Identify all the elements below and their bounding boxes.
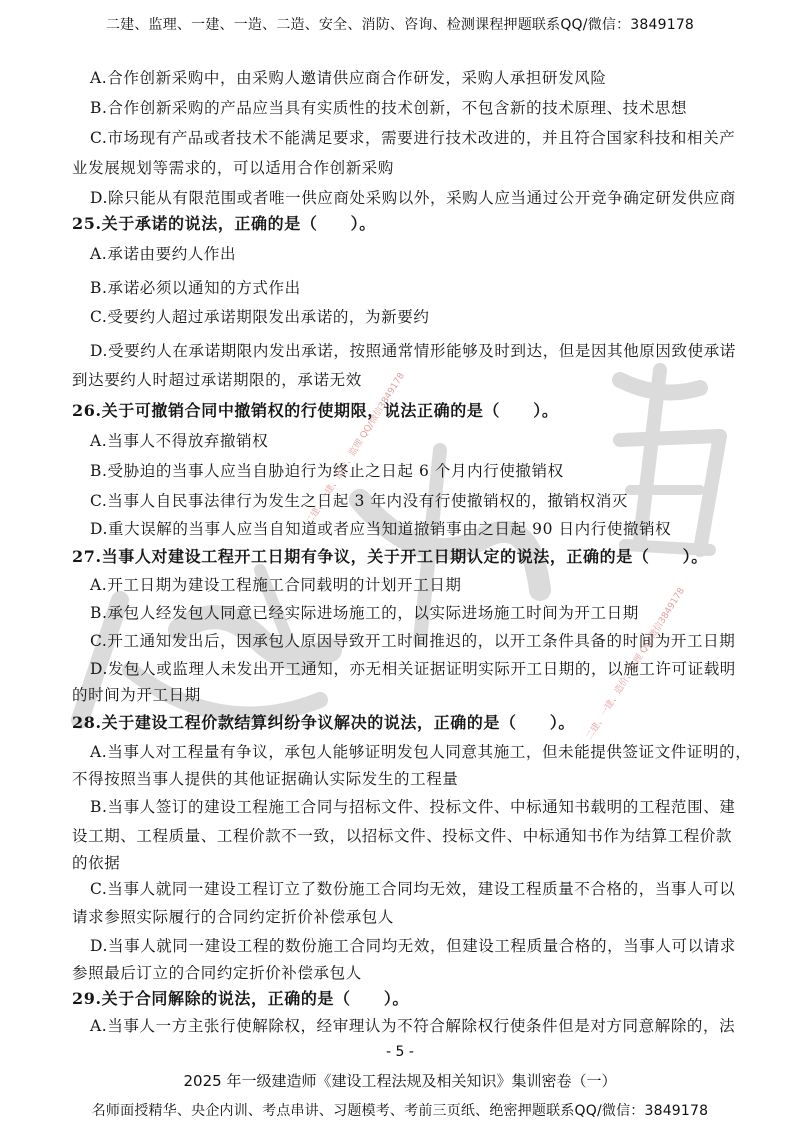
answer-option-line: 设工期、工程质量、工程价款不一致，以招标文件、投标文件、中标通知书作为结算工程价款 [72, 827, 733, 845]
answer-option-line: B.承诺必须以通知的方式作出 [90, 279, 301, 297]
question-stem: 28.关于建设工程价款结算纠纷争议解决的说法，正确的是（ ）。 [72, 713, 576, 732]
diagonal-contact-stamp: 二建、一建、造价、监理 QQ/微信3849178 [584, 586, 687, 742]
answer-option-line: C.市场现有产品或者技术不能满足要求，需要进行技术改进的，并且符合国家科技和相关产 [90, 129, 736, 147]
answer-option-line: D.重大误解的当事人应当自知道或者应当知道撤销事由之日起 90 日内行使撤销权 [90, 520, 672, 538]
answer-option-line: 到达要约人时超过承诺期限的，承诺无效 [72, 371, 362, 389]
answer-option-line: C.当事人自民事法律行为发生之日起 3 年内没有行使撤销权的，撤销权消灭 [90, 492, 629, 510]
answer-option-line: 不得按照当事人提供的其他证据确认实际发生的工程量 [72, 770, 459, 788]
answer-option-line: B.合作创新采购的产品应当具有实质性的技术创新，不包含新的技术原理、技术思想 [90, 99, 688, 117]
answer-option-line: B.受胁迫的当事人应当自胁迫行为终止之日起 6 个月内行使撤销权 [90, 462, 564, 480]
question-stem: 29.关于合同解除的说法，正确的是（ ）。 [72, 989, 410, 1008]
answer-option-line: A.承诺由要约人作出 [90, 245, 237, 263]
answer-option-line: C.当事人就同一建设工程订立了数份施工合同均无效，建设工程质量不合格的，当事人可以 [90, 880, 736, 898]
answer-option-line: A.开工日期为建设工程施工合同载明的计划开工日期 [90, 576, 462, 594]
question-stem: 27.当事人对建设工程开工日期有争议，关于开工日期认定的说法，正确的是（ ）。 [72, 547, 708, 566]
page-number: - 5 - [386, 1044, 414, 1060]
question-stem: 25.关于承诺的说法，正确的是（ ）。 [72, 214, 376, 233]
answer-option-line: D.受要约人在承诺期限内发出承诺，按照通常情形能够及时到达，但是因其他原因致使承诺 [90, 342, 736, 360]
answer-option-line: 请求参照实际履行的合同约定折价补偿承包人 [72, 908, 395, 926]
answer-option-line: 的时间为开工日期 [72, 686, 201, 704]
page-header: 二建、监理、一建、一造、二造、安全、消防、咨询、检测课程押题联系QQ/微信：3849178 [105, 17, 695, 33]
answer-option-line: B.当事人签订的建设工程施工合同与招标文件、投标文件、中标通知书载明的工程范围、建 [90, 798, 736, 816]
answer-option-line: A.当事人不得放弃撤销权 [90, 432, 269, 450]
diagonal-contact-stamp: 二建、一建、造价、监理 QQ/微信3849178 [304, 371, 407, 527]
answer-option-line: 参照最后订立的合同约定折价补偿承包人 [72, 964, 362, 982]
answer-option-line: A.当事人对工程量有争议，承包人能够证明发包人同意其施工，但未能提供签证文件证明的， [90, 743, 752, 761]
answer-option-line: C.开工通知发出后，因承包人原因导致开工时间推迟的，以开工条件具备的时间为开工日期 [90, 632, 736, 650]
question-stem: 26.关于可撤销合同中撤销权的行使期限，说法正确的是（ ）。 [72, 401, 559, 420]
answer-option-line: A.当事人一方主张行使解除权，经审理认为不符合解除权行使条件但是对方同意解除的，法 [90, 1017, 736, 1035]
answer-option-line: D.发包人或监理人未发出开工通知，亦无相关证据证明实际开工日期的，以施工许可证载明 [90, 660, 736, 678]
book-title: 2025 年一级建造师《建设工程法规及相关知识》集训密卷（一） [183, 1072, 617, 1090]
answer-option-line: A.合作创新采购中，由采购人邀请供应商合作研发，采购人承担研发风险 [90, 69, 607, 87]
answer-option-line: D.除只能从有限范围或者唯一供应商处采购以外，采购人应当通过公开竞争确定研发供应商 [90, 189, 736, 207]
answer-option-line: B.承包人经发包人同意已经实际进场施工的，以实际进场施工时间为开工日期 [90, 604, 639, 622]
answer-option-line: C.受要约人超过承诺期限发出承诺的，为新要约 [90, 308, 430, 326]
answer-option-line: D.当事人就同一建设工程的数份施工合同均无效，但建设工程质量合格的，当事人可以请求 [90, 937, 736, 955]
answer-option-line: 的依据 [72, 854, 121, 872]
page-footer: 名师面授精华、央企内训、考点串讲、习题模考、考前三页纸、绝密押题联系QQ/微信：3849178 [91, 1103, 709, 1119]
answer-option-line: 业发展规划等需求的，可以适用合作创新采购 [72, 159, 395, 177]
